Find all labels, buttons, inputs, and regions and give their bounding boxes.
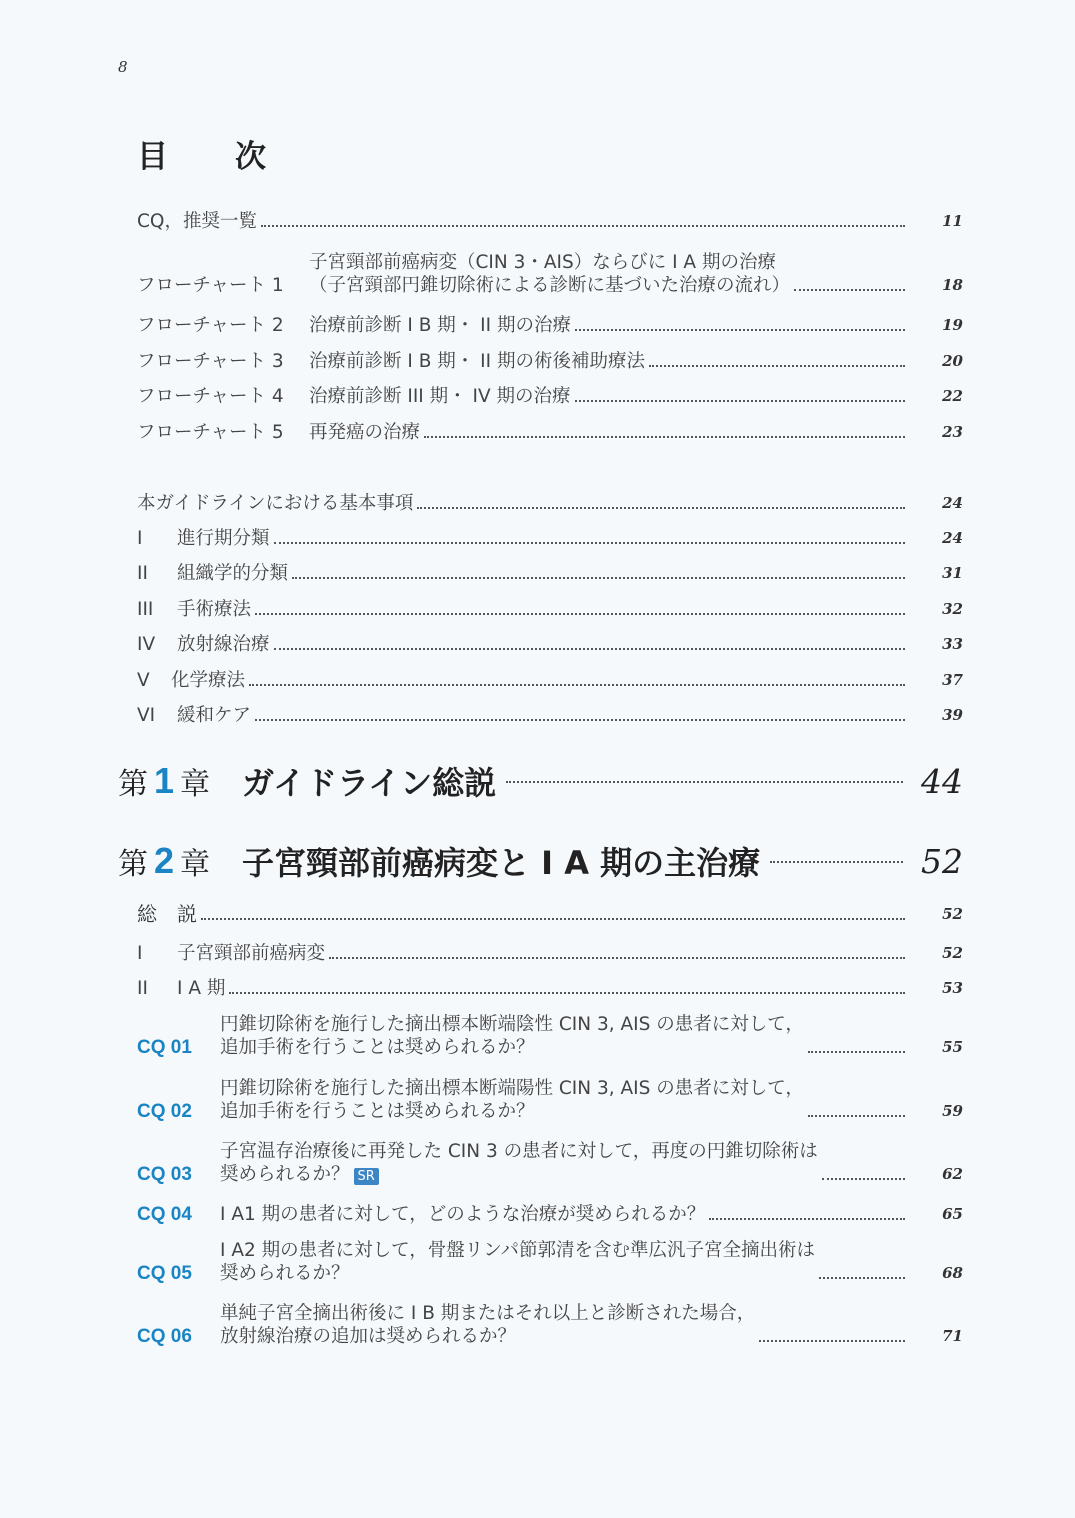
toc-entry-ch2-2[interactable]: [137, 977, 963, 1000]
toc-entry-basics-4[interactable]: [137, 633, 963, 656]
leader-dots: [249, 683, 905, 686]
cq-question: [220, 1077, 804, 1123]
toc-entry-ch2-1[interactable]: [137, 942, 963, 965]
page-ref: 71: [942, 1327, 963, 1345]
toc-entry-overview[interactable]: [137, 903, 963, 926]
toc-entry-flowchart-2[interactable]: [137, 314, 963, 337]
page-ref: 24: [942, 529, 963, 547]
toc-entry-cq-02[interactable]: [137, 1077, 963, 1123]
leader-dots: [709, 1217, 905, 1220]
page-ref: 33: [942, 635, 963, 653]
page-ref: 39: [942, 706, 963, 724]
page-ref: 37: [942, 671, 963, 689]
leader-dots: [274, 647, 905, 650]
flowchart-number: フローチャート 4: [137, 386, 284, 407]
cq-question-line: 円錐切除術を施行した摘出標本断端陰性 CIN 3, AIS の患者に対して，: [220, 1014, 804, 1035]
cq-question: I A1 期の患者に対して，どのような治療が奨められるか？: [220, 1204, 706, 1225]
toc-entry-cq-01[interactable]: [137, 1013, 963, 1059]
leader-dots: [292, 576, 905, 579]
chapter-number: 1: [154, 760, 175, 801]
toc-entry-cq-03[interactable]: [137, 1140, 963, 1186]
leader-dots: [255, 718, 905, 721]
toc-entry-label: 手術療法: [177, 599, 252, 620]
chapter-2-heading[interactable]: [118, 838, 963, 884]
page-ref: 22: [942, 387, 963, 405]
toc-entry-basics[interactable]: [137, 492, 963, 515]
chapter-title: 子宮頸部前癌病変と I A 期の主治療: [242, 844, 761, 882]
toc-entry-label: 本ガイドラインにおける基本事項: [137, 493, 414, 514]
leader-dots: [417, 506, 905, 509]
toc-entry-cq-list[interactable]: [137, 210, 963, 233]
leader-dots: [506, 780, 903, 783]
toc-entry-label: 放射線治療: [177, 634, 270, 655]
page-ref: 32: [942, 600, 963, 618]
flowchart-title-line: （子宮頸部円錐切除術による診断に基づいた治療の流れ）: [309, 275, 791, 296]
flowchart-number: フローチャート 1: [137, 275, 284, 296]
cq-question: [220, 1013, 804, 1059]
flowchart-number: フローチャート 3: [137, 351, 284, 372]
page-ref: 62: [942, 1165, 963, 1183]
toc-entry-flowchart-5[interactable]: [137, 421, 963, 444]
cq-id: CQ 05: [137, 1263, 192, 1284]
cq-question-line: 奨められるか？: [220, 1164, 350, 1185]
chapter-1-heading[interactable]: [118, 758, 963, 804]
leader-dots: [770, 860, 903, 863]
cq-id: CQ 03: [137, 1164, 192, 1185]
roman-numeral: I: [137, 943, 143, 964]
flowchart-title: [309, 251, 790, 297]
cq-question-line: 放射線治療の追加は奨められるか？: [220, 1326, 517, 1347]
toc-entry-label: 総 説: [137, 902, 197, 926]
leader-dots: [575, 399, 905, 402]
toc-entry-label: 子宮頸部前癌病変: [177, 943, 326, 964]
toc-entry-label: CQ，推奨一覧: [137, 211, 257, 232]
cq-question-line: 子宮温存治療後に再発した CIN 3 の患者に対して，再度の円錐切除術は: [220, 1141, 818, 1162]
toc-entry-cq-05[interactable]: [137, 1239, 963, 1285]
flowchart-title: 治療前診断 I B 期・ II 期の治療: [309, 315, 571, 336]
chapter-prefix: 第: [118, 767, 148, 802]
leader-dots: [274, 541, 905, 544]
page-ref: 65: [942, 1205, 963, 1223]
toc-entry-label: 組織学的分類: [177, 563, 289, 584]
cq-question: [220, 1302, 755, 1348]
page-ref: 68: [942, 1264, 963, 1282]
leader-dots: [794, 288, 905, 291]
toc-entry-basics-5[interactable]: [137, 669, 963, 692]
toc-entry-flowchart-3[interactable]: [137, 350, 963, 373]
page-ref: 52: [942, 944, 963, 962]
page-ref: 20: [942, 352, 963, 370]
toc-entry-basics-2[interactable]: [137, 562, 963, 585]
chapter-title: ガイドライン総説: [242, 764, 497, 802]
cq-question-line-with-badge: [220, 1163, 818, 1186]
leader-dots: [255, 612, 905, 615]
leader-dots: [329, 956, 905, 959]
toc-entry-label: I A 期: [177, 978, 226, 999]
roman-numeral: V: [137, 670, 150, 691]
flowchart-title: 治療前診断 I B 期・ II 期の術後補助療法: [309, 351, 645, 372]
toc-entry-label: 緩和ケア: [177, 705, 252, 726]
cq-question-line: 追加手術を行うことは奨められるか？: [220, 1037, 535, 1058]
page-ref: 18: [942, 276, 963, 294]
flowchart-number: フローチャート 2: [137, 315, 284, 336]
flowchart-title: 治療前診断 III 期・ IV 期の治療: [309, 386, 571, 407]
toc-entry-basics-1[interactable]: [137, 527, 963, 550]
cq-id: CQ 01: [137, 1037, 192, 1058]
cq-question-line: 単純子宮全摘出術後に I B 期またはそれ以上と診断された場合，: [220, 1303, 756, 1324]
leader-dots: [822, 1177, 905, 1180]
page-ref: 11: [942, 212, 963, 230]
cq-question-line: 円錐切除術を施行した摘出標本断端陽性 CIN 3, AIS の患者に対して，: [220, 1078, 804, 1099]
leader-dots: [229, 991, 905, 994]
toc-entry-basics-3[interactable]: [137, 598, 963, 621]
toc-entry-label: 進行期分類: [177, 528, 270, 549]
roman-numeral: III: [137, 599, 154, 620]
page-ref: 31: [942, 564, 963, 582]
page-ref: 55: [942, 1038, 963, 1056]
toc-entry-cq-04[interactable]: [137, 1203, 963, 1226]
chapter-suffix: 章: [180, 767, 211, 802]
toc-entry-cq-06[interactable]: [137, 1302, 963, 1348]
flowchart-title: 再発癌の治療: [309, 422, 421, 443]
sr-badge: SR: [354, 1168, 379, 1185]
leader-dots: [808, 1114, 905, 1117]
chapter-suffix: 章: [180, 847, 211, 882]
page-ref: 59: [942, 1102, 963, 1120]
leader-dots: [819, 1276, 905, 1279]
page-ref: 53: [942, 979, 963, 997]
chapter-page-ref: 44: [921, 761, 963, 801]
toc-entry-label: 化学療法: [171, 670, 246, 691]
leader-dots: [759, 1339, 905, 1342]
roman-numeral: IV: [137, 634, 156, 655]
leader-dots: [201, 917, 905, 920]
toc-entry-flowchart-1[interactable]: [137, 251, 963, 297]
roman-numeral: II: [137, 978, 148, 999]
chapter-number: 2: [154, 840, 175, 881]
page-ref: 24: [942, 494, 963, 512]
cq-id: CQ 04: [137, 1204, 192, 1225]
page-title: 目 次: [137, 139, 284, 175]
roman-numeral: II: [137, 563, 148, 584]
page-ref: 52: [942, 905, 963, 923]
leader-dots: [424, 435, 905, 438]
cq-id: CQ 02: [137, 1101, 192, 1122]
cq-question-line: 奨められるか？: [220, 1263, 350, 1284]
leader-dots: [261, 224, 905, 227]
cq-id: CQ 06: [137, 1326, 192, 1347]
leader-dots: [808, 1050, 905, 1053]
cq-question: [220, 1239, 815, 1285]
cq-question: [220, 1140, 818, 1186]
toc-entry-flowchart-4[interactable]: [137, 385, 963, 408]
flowchart-title-line: 子宮頸部前癌病変（CIN 3・AIS）ならびに I A 期の治療: [309, 252, 776, 273]
page-ref: 19: [942, 316, 963, 334]
toc-entry-basics-6[interactable]: [137, 704, 963, 727]
cq-question-line: 追加手術を行うことは奨められるか？: [220, 1101, 535, 1122]
chapter-prefix: 第: [118, 847, 148, 882]
page-ref: 23: [942, 423, 963, 441]
leader-dots: [575, 328, 905, 331]
page-number: 8: [118, 58, 128, 76]
roman-numeral: I: [137, 528, 143, 549]
leader-dots: [649, 364, 905, 367]
chapter-page-ref: 52: [921, 841, 963, 881]
flowchart-number: フローチャート 5: [137, 422, 284, 443]
cq-question-line: I A2 期の患者に対して，骨盤リンパ節郭清を含む準広汎子宮全摘出術は: [220, 1240, 815, 1261]
roman-numeral: VI: [137, 705, 156, 726]
